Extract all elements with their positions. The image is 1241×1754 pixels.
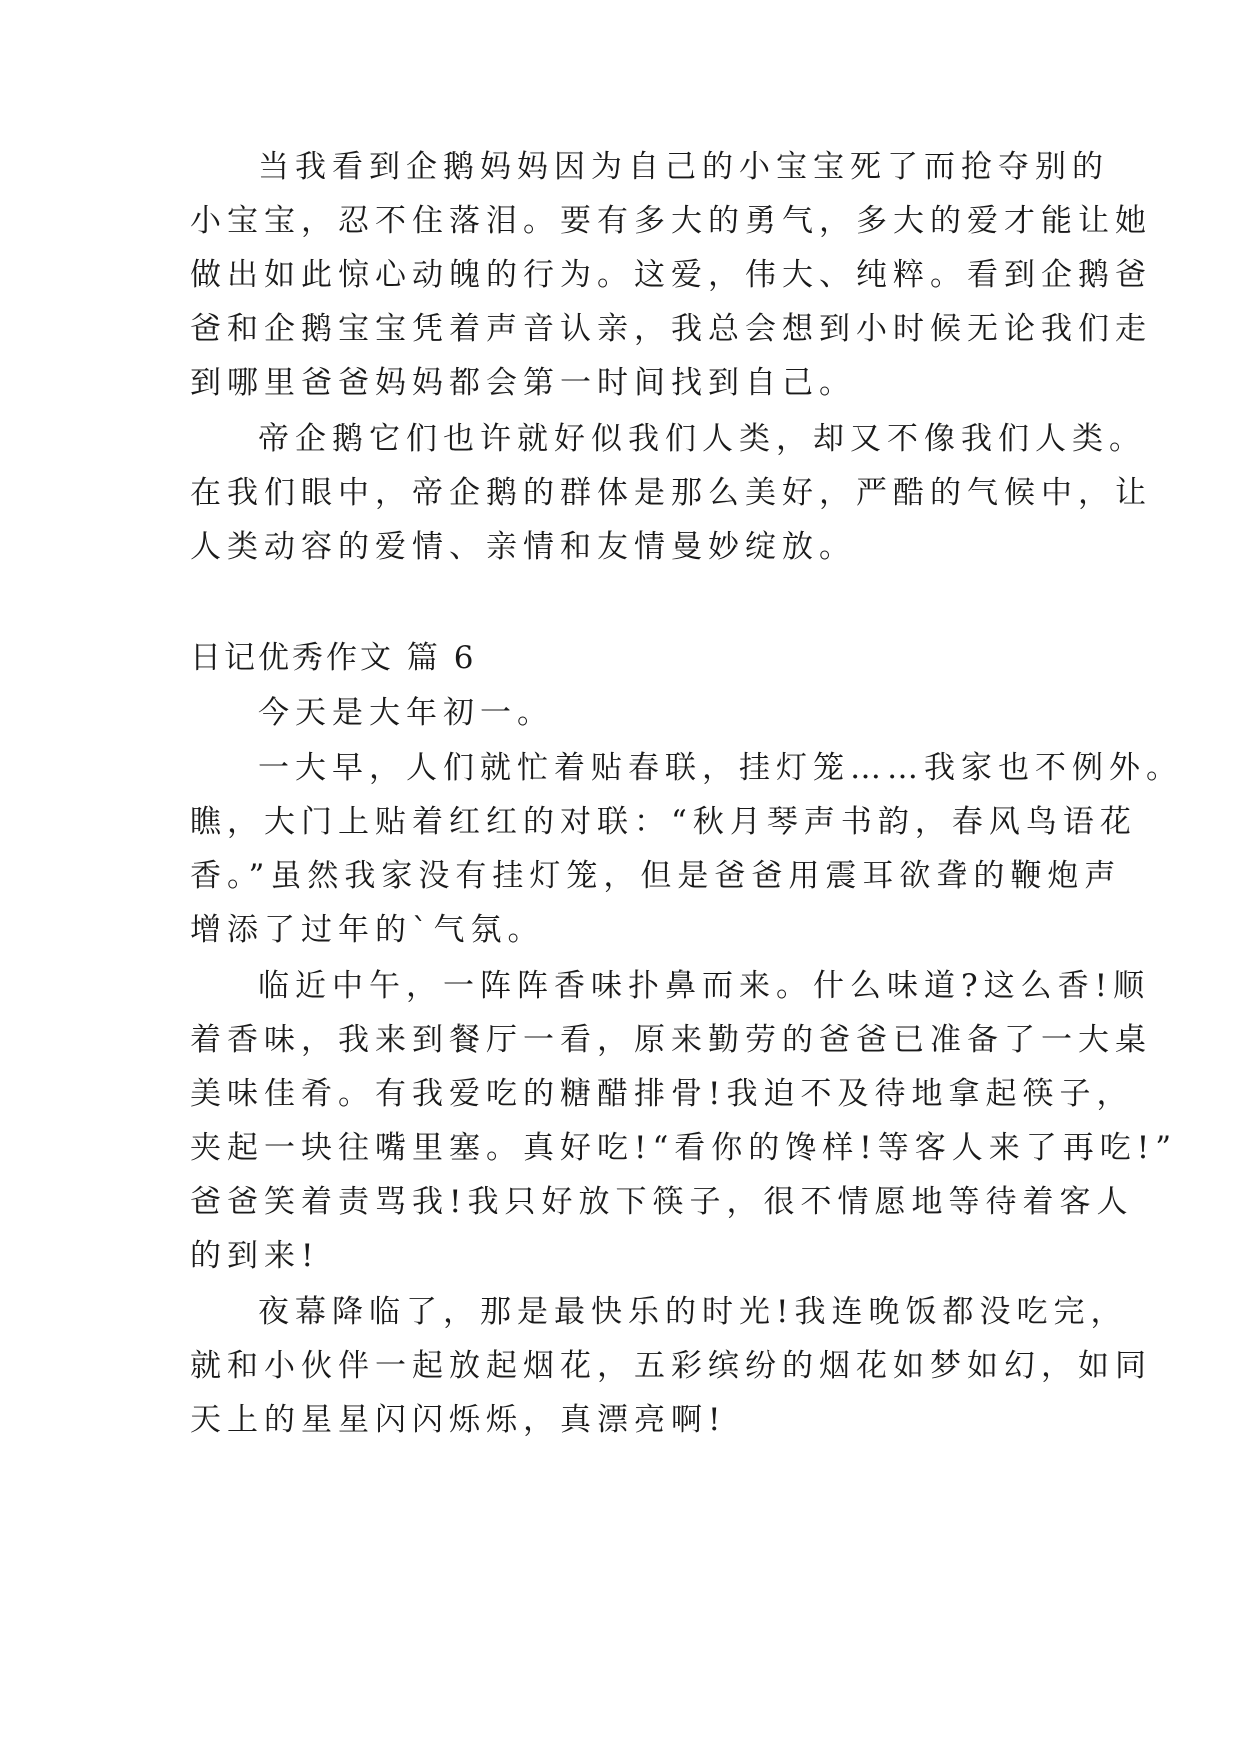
paragraph-line: 一大早，人们就忙着贴春联，挂灯笼……我家也不例外。 — [258, 750, 1183, 786]
paragraph-line: 做出如此惊心动魄的行为。这爱，伟大、纯粹。看到企鹅爸 — [190, 257, 1152, 293]
paragraph-line: 临近中午，一阵阵香味扑鼻而来。什么味道?这么香!顺 — [258, 968, 1151, 1004]
section-heading: 日记优秀作文 篇 6 — [190, 640, 477, 676]
paragraph-line: 瞧，大门上贴着红红的对联：“秋月琴声书韵，春风鸟语花 — [190, 804, 1137, 840]
paragraph-line: 今天是大年初一。 — [258, 695, 554, 731]
paragraph-line: 香。”虽然我家没有挂灯笼，但是爸爸用震耳欲聋的鞭炮声 — [190, 858, 1122, 894]
paragraph-line: 小宝宝，忍不住落泪。要有多大的勇气，多大的爱才能让她 — [190, 203, 1152, 239]
paragraph-line: 着香味，我来到餐厅一看，原来勤劳的爸爸已准备了一大桌 — [190, 1022, 1152, 1058]
paragraph-line: 帝企鹅它们也许就好似我们人类，却又不像我们人类。 — [258, 421, 1146, 457]
paragraph-line: 夹起一块往嘴里塞。真好吃!“看你的馋样!等客人来了再吃!” — [190, 1130, 1178, 1166]
paragraph-line: 的到来! — [190, 1238, 320, 1274]
paragraph-line: 当我看到企鹅妈妈因为自己的小宝宝死了而抢夺别的 — [258, 149, 1109, 185]
paragraph-line: 爸爸笑着责骂我!我只好放下筷子，很不情愿地等待着客人 — [190, 1184, 1134, 1220]
paragraph-line: 夜幕降临了，那是最快乐的时光!我连晚饭都没吃完， — [258, 1294, 1128, 1330]
paragraph-line: 人类动容的爱情、亲情和友情曼妙绽放。 — [190, 529, 856, 565]
paragraph-line: 爸和企鹅宝宝凭着声音认亲，我总会想到小时候无论我们走 — [190, 311, 1152, 347]
paragraph-line: 就和小伙伴一起放起烟花，五彩缤纷的烟花如梦如幻，如同 — [190, 1348, 1152, 1384]
paragraph-line: 美味佳肴。有我爱吃的糖醋排骨!我迫不及待地拿起筷子， — [190, 1076, 1134, 1112]
paragraph-line: 增添了过年的`气氛。 — [190, 912, 545, 948]
paragraph-line: 天上的星星闪闪烁烁，真漂亮啊! — [190, 1402, 727, 1438]
paragraph-line: 到哪里爸爸妈妈都会第一时间找到自己。 — [190, 365, 856, 401]
paragraph-line: 在我们眼中，帝企鹅的群体是那么美好，严酷的气候中，让 — [190, 475, 1152, 511]
